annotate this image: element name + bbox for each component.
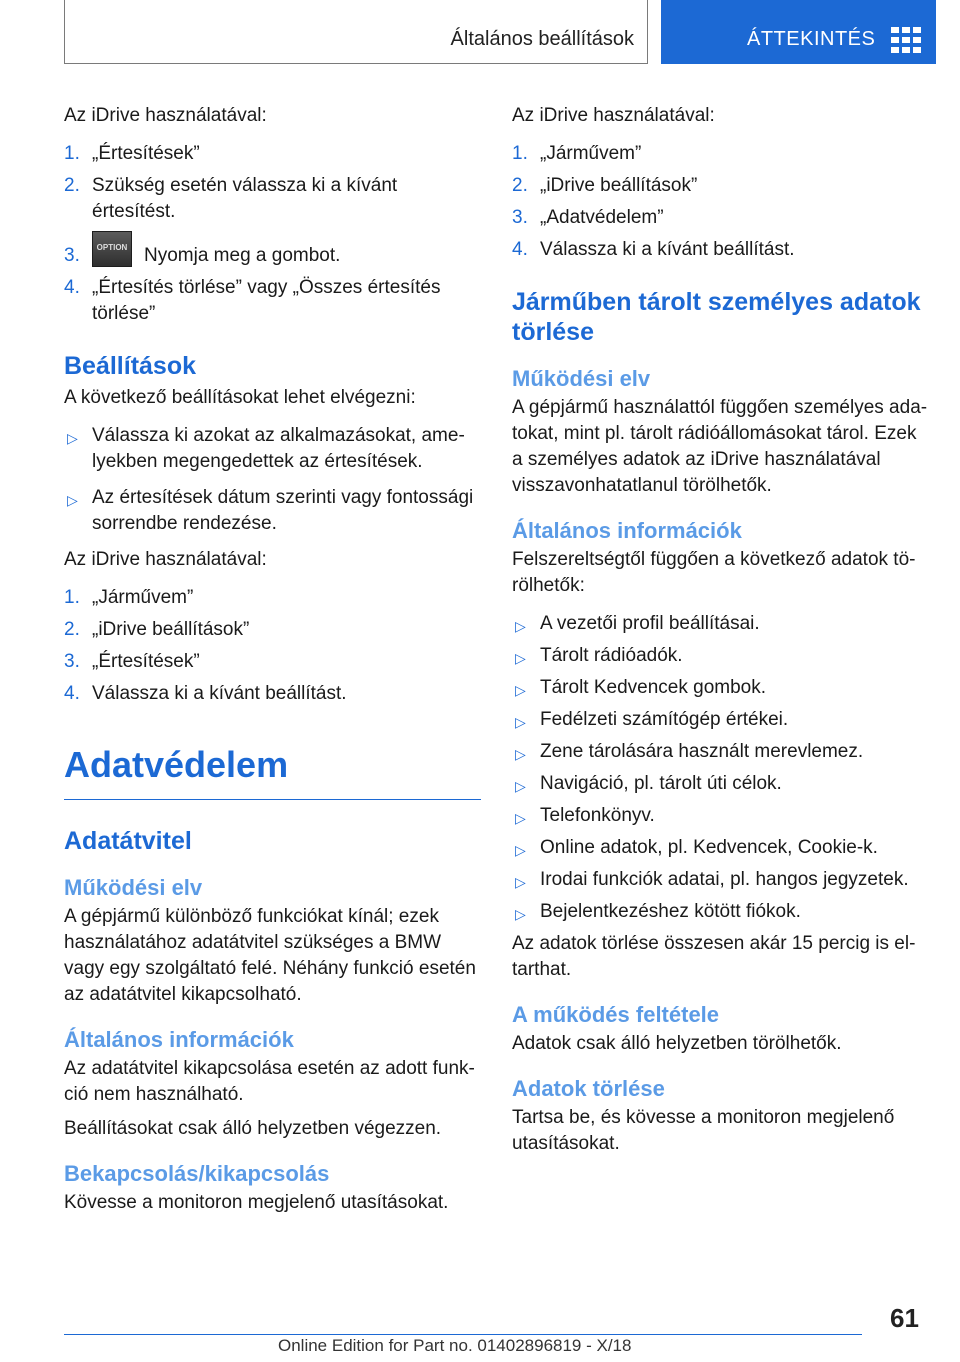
settings-heading: Beállítások	[64, 352, 197, 380]
bullet-triangle-icon: ▷	[515, 746, 526, 762]
delete-data-text: Tartsa be, és kövesse a monitoron megjelenő utasításokat.	[512, 1107, 895, 1154]
list-item: 4. „Értesítés törlése” vagy „Összes értesítés törlése”	[64, 277, 441, 324]
general-outro: Az adatok törlése összesen akár 15 percig is eltarthat.	[512, 933, 916, 980]
list-item: ▷ Tárolt Kedvencek gombok.	[512, 675, 932, 701]
list-item: 1. „Járművem”	[64, 587, 194, 608]
list-item: ▷ Bejelentkezéshez kötött fiókok.	[512, 899, 932, 925]
list-item: 2. „iDrive beállítások”	[512, 175, 698, 196]
settings-intro: A következő beállításokat lehet elvégezni:	[64, 387, 416, 408]
overview-tab[interactable]	[661, 0, 936, 64]
privacy-steps	[512, 141, 932, 263]
list-item: ▷ A vezetői profil beállításai.	[512, 611, 932, 637]
list-item: ▷ Válassza ki azokat az alkalmazásokat, amelyekben megengedettek az értesítések.	[67, 425, 465, 472]
list-item: 3. OPTION Nyomja meg a gombot.	[64, 243, 484, 269]
footer-edition: Online Edition for Part no. 01402896819 - X/18	[278, 1336, 632, 1355]
section-title: Általános beállítások	[450, 28, 634, 50]
list-item: 4. Válassza ki a kívánt beállítást.	[512, 239, 795, 260]
grid-menu-icon[interactable]	[891, 27, 921, 53]
list-item: 3. „Adatvédelem”	[512, 207, 664, 228]
principle-text: A gépjármű különböző funkciókat kínál; ezek használatához adatátvitel szükséges a BMW vagy egy szolgáltató felé. Néhány funkció esetén az adatátvitel kikapcsolható.	[64, 906, 476, 1005]
overview-tab-label: ÁTTEKINTÉS	[747, 28, 876, 50]
bullet-triangle-icon: ▷	[515, 682, 526, 698]
deletable-data-bullets	[512, 611, 932, 925]
list-item: 1. „Értesítések”	[64, 143, 200, 164]
list-item: ▷ Az értesítések dátum szerinti vagy fontossági sorrendbe rendezése.	[67, 487, 474, 534]
general-text-1: Az adatátvitel kikapcsolása esetén az adott funkció nem használható.	[64, 1058, 475, 1105]
list-item: ▷ Irodai funkciók adatai, pl. hangos jegyzetek.	[512, 867, 932, 893]
list-item: ▷ Fedélzeti számítógép értékei.	[512, 707, 932, 733]
list-item: ▷ Navigáció, pl. tárolt úti célok.	[512, 771, 932, 797]
principle-heading: Működési elv	[64, 875, 203, 900]
page-number: 61	[890, 1303, 919, 1333]
list-item: 1. „Járművem”	[512, 143, 642, 164]
principle-text: A gépjármű használattól függően személyes adatokat, mint pl. tárolt rádióállomásokat tárol. Ezek a személyes adatok az iDrive használatával visszavonhatatlanul törölhetők.	[512, 397, 928, 496]
list-item: ▷ Zene tárolására használt merevlemez.	[512, 739, 932, 765]
option-button-icon: OPTION	[92, 231, 132, 267]
right-intro: Az iDrive használatával:	[512, 105, 715, 126]
onoff-heading: Bekapcsolás/kikapcsolás	[64, 1161, 330, 1186]
left-intro: Az iDrive használatával:	[64, 105, 267, 126]
footer-divider	[64, 1334, 862, 1335]
condition-text: Adatok csak álló helyzetben törölhetők.	[512, 1033, 842, 1054]
general-heading: Általános információk	[64, 1027, 294, 1052]
left-intro-2: Az iDrive használatával:	[64, 549, 267, 570]
transfer-heading: Adatátvitel	[64, 827, 192, 855]
right-column	[512, 103, 932, 1157]
delete-personal-data-heading: Járműben tárolt személyes adatok törlése	[512, 288, 921, 346]
bullet-triangle-icon: ▷	[515, 842, 526, 858]
bullet-triangle-icon: ▷	[515, 714, 526, 730]
list-item: 3. „Értesítések”	[64, 651, 200, 672]
heading-divider	[64, 799, 481, 800]
list-item: ▷ Online adatok, pl. Kedvencek, Cookie-k.	[512, 835, 932, 861]
delete-data-heading: Adatok törlése	[512, 1076, 665, 1101]
condition-heading: A működés feltétele	[512, 1002, 720, 1027]
settings-bullets	[64, 423, 484, 537]
list-item: 2. „iDrive beállítások”	[64, 619, 250, 640]
main-heading: Adatvédelem	[64, 744, 289, 785]
list-item: 2. Szükség esetén válassza ki a kívánt értesítést.	[64, 175, 398, 222]
left-column	[64, 103, 484, 1216]
list-item: ▷ Telefonkönyv.	[512, 803, 932, 829]
general-heading: Általános információk	[512, 518, 742, 543]
bullet-triangle-icon: ▷	[515, 906, 526, 922]
list-item: ▷ Tárolt rádióadók.	[512, 643, 932, 669]
onoff-text: Kövesse a monitoron megjelenő utasításokat.	[64, 1192, 449, 1213]
general-text-2: Beállításokat csak álló helyzetben végezzen.	[64, 1118, 442, 1139]
bullet-triangle-icon: ▷	[515, 650, 526, 666]
bullet-triangle-icon: ▷	[67, 492, 78, 508]
list-item: 4. Válassza ki a kívánt beállítást.	[64, 683, 347, 704]
bullet-triangle-icon: ▷	[515, 618, 526, 634]
bullet-triangle-icon: ▷	[515, 810, 526, 826]
settings-steps	[64, 585, 484, 707]
principle-heading: Működési elv	[512, 366, 651, 391]
notification-steps	[64, 141, 484, 327]
bullet-triangle-icon: ▷	[515, 874, 526, 890]
bullet-triangle-icon: ▷	[67, 430, 78, 446]
bullet-triangle-icon: ▷	[515, 778, 526, 794]
general-intro: Felszereltségtől függően a következő adatok törölhetők:	[512, 549, 916, 596]
